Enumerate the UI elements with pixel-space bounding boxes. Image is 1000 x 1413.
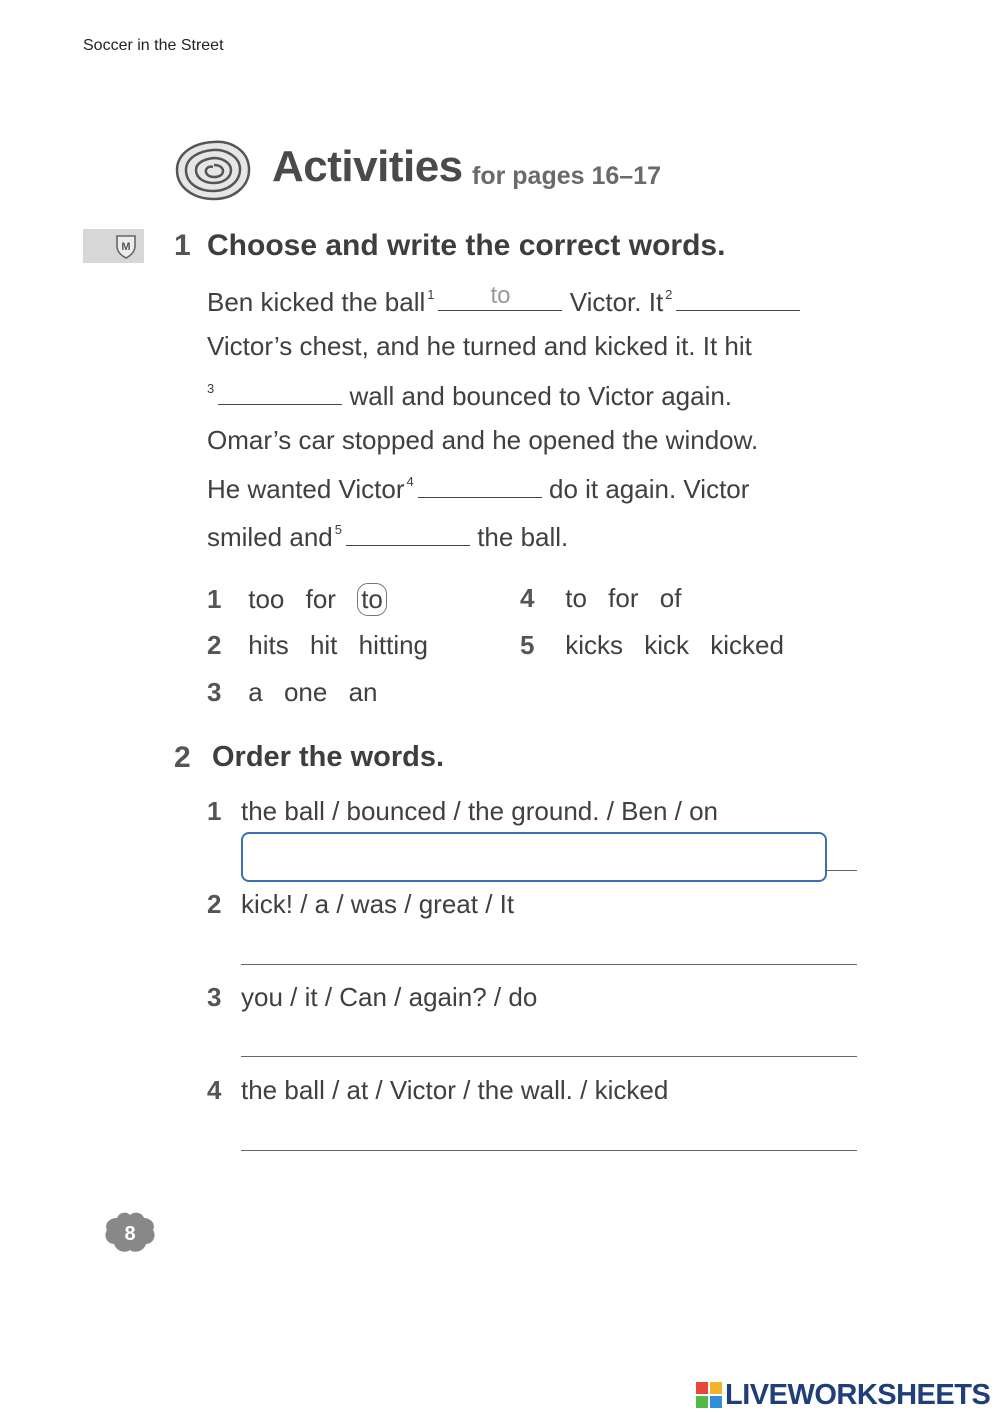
svg-text:8: 8 xyxy=(124,1223,136,1245)
order-item-3: 3 you / it / Can / again? / do xyxy=(207,982,538,1012)
order-item-1: 1 the ball / bounced / the ground. / Ben / on xyxy=(207,796,719,826)
option-row-4: 4 to for of xyxy=(520,583,682,613)
option-row-1: 1 too for to xyxy=(207,583,401,616)
liveworksheets-icon xyxy=(696,1382,722,1408)
activities-subtitle: for pages 16–17 xyxy=(472,162,661,190)
shield-icon xyxy=(115,233,137,259)
blank-3[interactable] xyxy=(218,378,342,405)
passage-line-4: Omar’s car stopped and he opened the window. xyxy=(207,425,759,455)
answer-input-1[interactable] xyxy=(241,832,827,882)
order-item-4: 4 the ball / at / Victor / the wall. / kicked xyxy=(207,1075,669,1105)
section-2-number: 2 xyxy=(174,741,191,774)
answer-line-2[interactable] xyxy=(241,964,857,965)
activities-title: Activities xyxy=(272,142,463,191)
swirl-icon xyxy=(174,138,252,202)
passage-line-5: He wanted Victor $^4$ do it again. Victor xyxy=(207,471,749,505)
order-item-2: 2 kick! / a / was / great / It xyxy=(207,889,515,919)
document-title: Soccer in the Street xyxy=(83,37,224,54)
blank-2[interactable] xyxy=(676,284,800,311)
option-row-2: 2 hits hit hitting xyxy=(207,630,429,660)
circled-option: to xyxy=(357,583,387,616)
section-1-number: 1 xyxy=(174,229,191,262)
liveworksheets-wordmark: LIVEWORKSHEETS xyxy=(725,1378,991,1411)
option-row-5: 5 kicks kick kicked xyxy=(520,630,784,660)
svg-text:M: M xyxy=(121,241,131,253)
passage-line-1: Ben kicked the ball $^1$ to Victor. It $^2$ xyxy=(207,284,800,318)
section-2-title: Order the words. xyxy=(212,741,445,773)
liveworksheets-logo xyxy=(696,1380,990,1410)
blank-4[interactable] xyxy=(418,471,542,498)
passage-line-2: Victor’s chest, and he turned and kicked it. It hit xyxy=(207,331,752,361)
answer-line-3[interactable] xyxy=(241,1056,857,1057)
blank-5[interactable] xyxy=(346,519,470,546)
answer-line-4[interactable] xyxy=(241,1150,857,1151)
page-number-badge xyxy=(103,1210,157,1256)
option-row-3: 3 a one an xyxy=(207,677,378,707)
blank-1[interactable]: to xyxy=(438,284,562,311)
passage-line-6: smiled and $^5$ the ball. xyxy=(207,519,568,553)
section-1-title: Choose and write the correct words. xyxy=(207,229,726,262)
passage-line-3: $^3$ wall and bounced to Victor again. xyxy=(207,378,732,412)
